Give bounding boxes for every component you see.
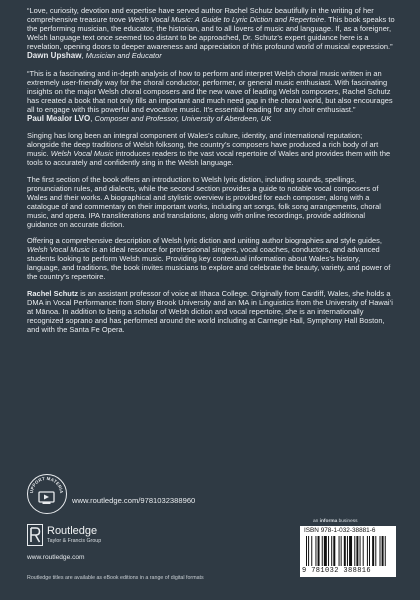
barcode-bar: [308, 536, 309, 566]
barcode-bar: [322, 536, 323, 566]
barcode-bar: [347, 536, 348, 566]
barcode-bar: [375, 536, 376, 566]
barcode-bar: [382, 536, 384, 566]
informa-business-line: an informa business: [313, 519, 358, 524]
barcode-bar: [339, 536, 340, 566]
barcode-bar: [363, 536, 364, 566]
isbn-number: ISBN 978-1-032-38881-6: [304, 527, 376, 534]
barcode-bar: [356, 536, 358, 566]
publisher-group: Taylor & Francis Group: [47, 538, 102, 544]
support-material-icon: [28, 475, 65, 512]
endorser-role: Musician and Educator: [85, 51, 162, 61]
publisher-name: Routledge: [47, 525, 98, 537]
endorser-role: Composer and Professor, University of Aberdeen, UK: [94, 114, 272, 124]
barcode-bar: [324, 536, 327, 566]
publisher-website[interactable]: www.routledge.com: [27, 554, 85, 561]
author-name: Rachel Schutz: [27, 288, 79, 298]
barcode-bar: [311, 536, 312, 566]
support-material-link[interactable]: www.routledge.com/9781032388960: [72, 496, 196, 505]
cover-text: [27, 6, 395, 341]
barcode-bar: [349, 536, 352, 566]
endorser-name: Paul Mealor LVO: [27, 114, 91, 124]
book-title: Welsh Vocal Music: A Guide to Lyric Diction and Repertoire: [128, 15, 325, 25]
description-paragraph-3: Offering a comprehensive description of Welsh lyric diction and uniting author biographies and style guides, Welsh Vocal Music is an ideal resource for professional singers, vocal coaches, conductors, and advanced students looking to perform Welsh music. Providing key contextual information about Wales’s history, language, and traditions, the book invites musicians to explore and celebrate the beauty, variety, and power of the country’s repertoire.: [27, 236, 391, 282]
routledge-logo-icon: [27, 524, 43, 546]
barcode-bar: [354, 536, 355, 566]
description-paragraph-1: Singing has long been an integral component of Wales’s culture, identity, and international reputation; alongside the deep traditions of Welsh folksong, the country’s composers have produced a rich body of art music. Welsh Vocal Music introduces readers to the vast vocal repertoire of Wales and provides them with the tools to accurately and confidently sing in the Welsh language.: [27, 131, 391, 168]
endorsement-1: [27, 6, 395, 61]
book-title: Welsh Vocal Music: [50, 149, 114, 159]
endorsement-1-text: “Love, curiosity, devotion and expertise have served author Rachel Schutz beautifully in the writing of her comprehensive treasure trove Welsh Vocal Music: A Guide to Lyric Diction and Repertoire. This book speaks to the performing musician, the educator, the historian, and to all lovers of music and language. If, as a foreigner, Welsh language text once seemed too distant to be approached, Dr. Schutz’s expert guidance here is a revelation, opening doors to deeper awareness and appreciation of this profound world of musical expression.”: [27, 6, 395, 52]
endorsement-2-attribution: Paul Mealor LVO, Composer and Professor, University of Aberdeen, UK: [27, 114, 272, 124]
barcode-bar: [341, 536, 342, 566]
barcode-digits: 9 781032 388816: [302, 567, 372, 575]
barcode-bar: [315, 536, 316, 566]
barcode-bar: [385, 536, 386, 566]
description-paragraph-2: The first section of the book offers an introduction to Welsh lyric diction, including sounds, spellings, pronunciation rules, and dialects, while the second section provides a guide to notable vocal composers of Wales and their works. A biographical and stylistic overview is provided for each composer, along with a catalogue of and commentary on their important works, including art songs, folk song arrangements, choral music, and opera. IPA transliterations and translations, along with online recordings, provide additional guidance on accurate diction.: [27, 174, 381, 229]
barcode-bar: [344, 536, 346, 566]
barcode-bar: [360, 536, 361, 566]
endorsement-2: [27, 69, 395, 124]
barcode-bar: [306, 536, 307, 566]
barcode-bar: [369, 536, 370, 566]
badge-text: UPPORT MATERIA: [28, 475, 65, 494]
endorsement-1-attribution: Dawn Upshaw, Musician and Educator: [27, 51, 162, 61]
barcode-bar: [328, 536, 329, 566]
barcode-bar: [372, 536, 374, 566]
barcode-bar: [333, 536, 335, 566]
barcode-bar: [318, 536, 320, 566]
endorsement-2-text: “This is a fascinating and in-depth analysis of how to perform and interpret Welsh choral music written in an extremely user-friendly way for the choral conductor, performer, or general music enthusiast. With fascinating insights on the major Welsh choral composers and the new wave of leading Welsh composers, Rachel Schutz has created a book that not only fills an important and much need gap in the choral world, but also encourages all to engage with this powerful and evocative music. It’s essential reading for any choir enthusiast.”: [27, 68, 393, 114]
support-material-badge: [27, 474, 67, 514]
barcode-bar: [367, 536, 368, 566]
barcode-bars: [306, 536, 390, 566]
author-bio: Rachel Schutz is an assistant professor of voice at Ithaca College. Originally from Cardiff, Wales, she holds a DMA in Vocal Performance from Stony Brook University and an MA in Linguistics from the University of Hawai‘i at Mānoa. In addition to being a scholar of Welsh diction and vocal repertoire, she is an internationally recognized soprano and has performed around the world including at Carnegie Hall, Symphony Hall Boston, and with the Santa Fe Opera.: [27, 288, 393, 334]
barcode-bar: [380, 536, 381, 566]
book-title: Welsh Vocal Music: [27, 245, 90, 255]
barcode-bar: [331, 536, 332, 566]
ebook-note: Routledge titles are available as eBook editions in a range of digital formats: [27, 575, 204, 581]
isbn-barcode: [300, 526, 396, 577]
informa-brand: informa: [319, 519, 338, 524]
endorser-name: Dawn Upshaw: [27, 51, 82, 61]
